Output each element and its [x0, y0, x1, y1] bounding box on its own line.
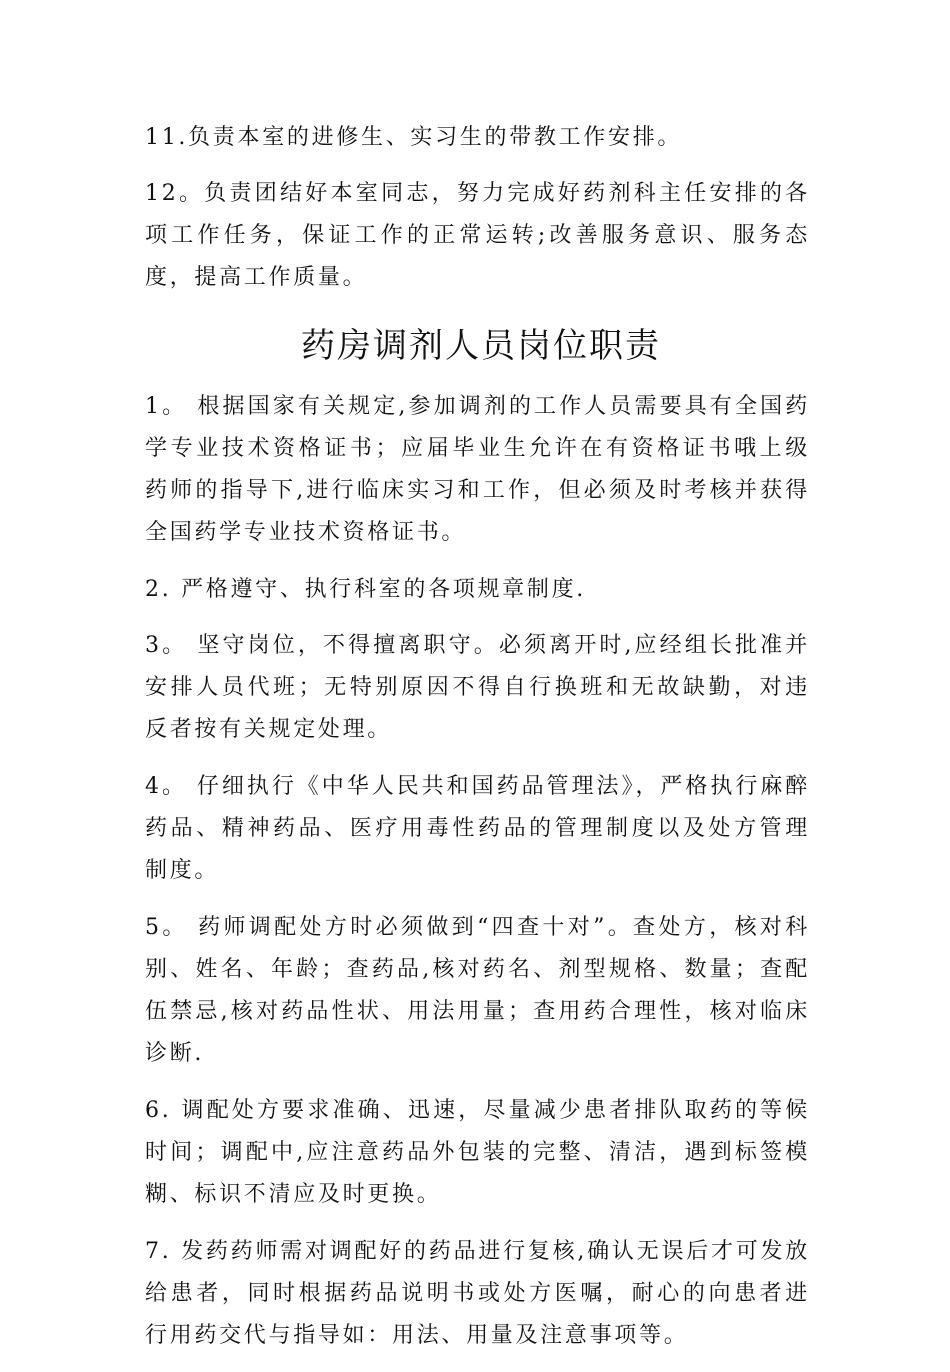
- duty-item-1: 1。 根据国家有关规定,参加调剂的工作人员需要具有全国药学专业技术资格证书；应届毕业生允许在有资格证书哦上级药师的指导下,进行临床实习和工作，但必须及时考核并获得全国药学专业技术资格证书。: [145, 394, 810, 545]
- duty-item-4: 4。 仔细执行《中华人民共和国药品管理法》，严格执行麻醉药品、精神药品、医疗用毒性药品的管理制度以及处方管理制度。: [145, 774, 810, 883]
- duty-item-5: 5。 药师调配处方时必须做到“四查十对”。查处方，核对科别、姓名、年龄；查药品,核对药名、剂型规格、数量；查配伍禁忌,核对药品性状、用法用量；查用药合理性，核对临床诊断.: [145, 915, 810, 1066]
- duty-item-6: 6. 调配处方要求准确、迅速，尽量减少患者排队取药的等候时间；调配中,应注意药品外包装的完整、清洁，遇到标签模糊、标识不清应及时更换。: [145, 1098, 810, 1207]
- paragraph-item-12: 12。负责团结好本室同志，努力完成好药剂科主任安排的各项工作任务，保证工作的正常运转;改善服务意识、服务态度，提高工作质量。: [145, 181, 810, 290]
- paragraph-item-11: 11.负责本室的进修生、实习生的带教工作安排。: [145, 125, 683, 150]
- section-title: 药房调剂人员岗位职责: [301, 326, 661, 366]
- document-content: [145, 117, 810, 1372]
- duty-item-3: 3。 坚守岗位，不得擅离职守。必须离开时,应经组长批准并安排人员代班；无特别原因不得自行换班和无故缺勤，对违反者按有关规定处理。: [145, 633, 810, 742]
- duty-item-7: 7. 发药药师需对调配好的药品进行复核,确认无误后才可发放给患者，同时根据药品说明书或处方医嘱，耐心的向患者进行用药交代与指导如：用法、用量及注意事项等。: [145, 1239, 810, 1348]
- duty-item-2: 2. 严格遵守、执行科室的各项规章制度.: [145, 577, 586, 602]
